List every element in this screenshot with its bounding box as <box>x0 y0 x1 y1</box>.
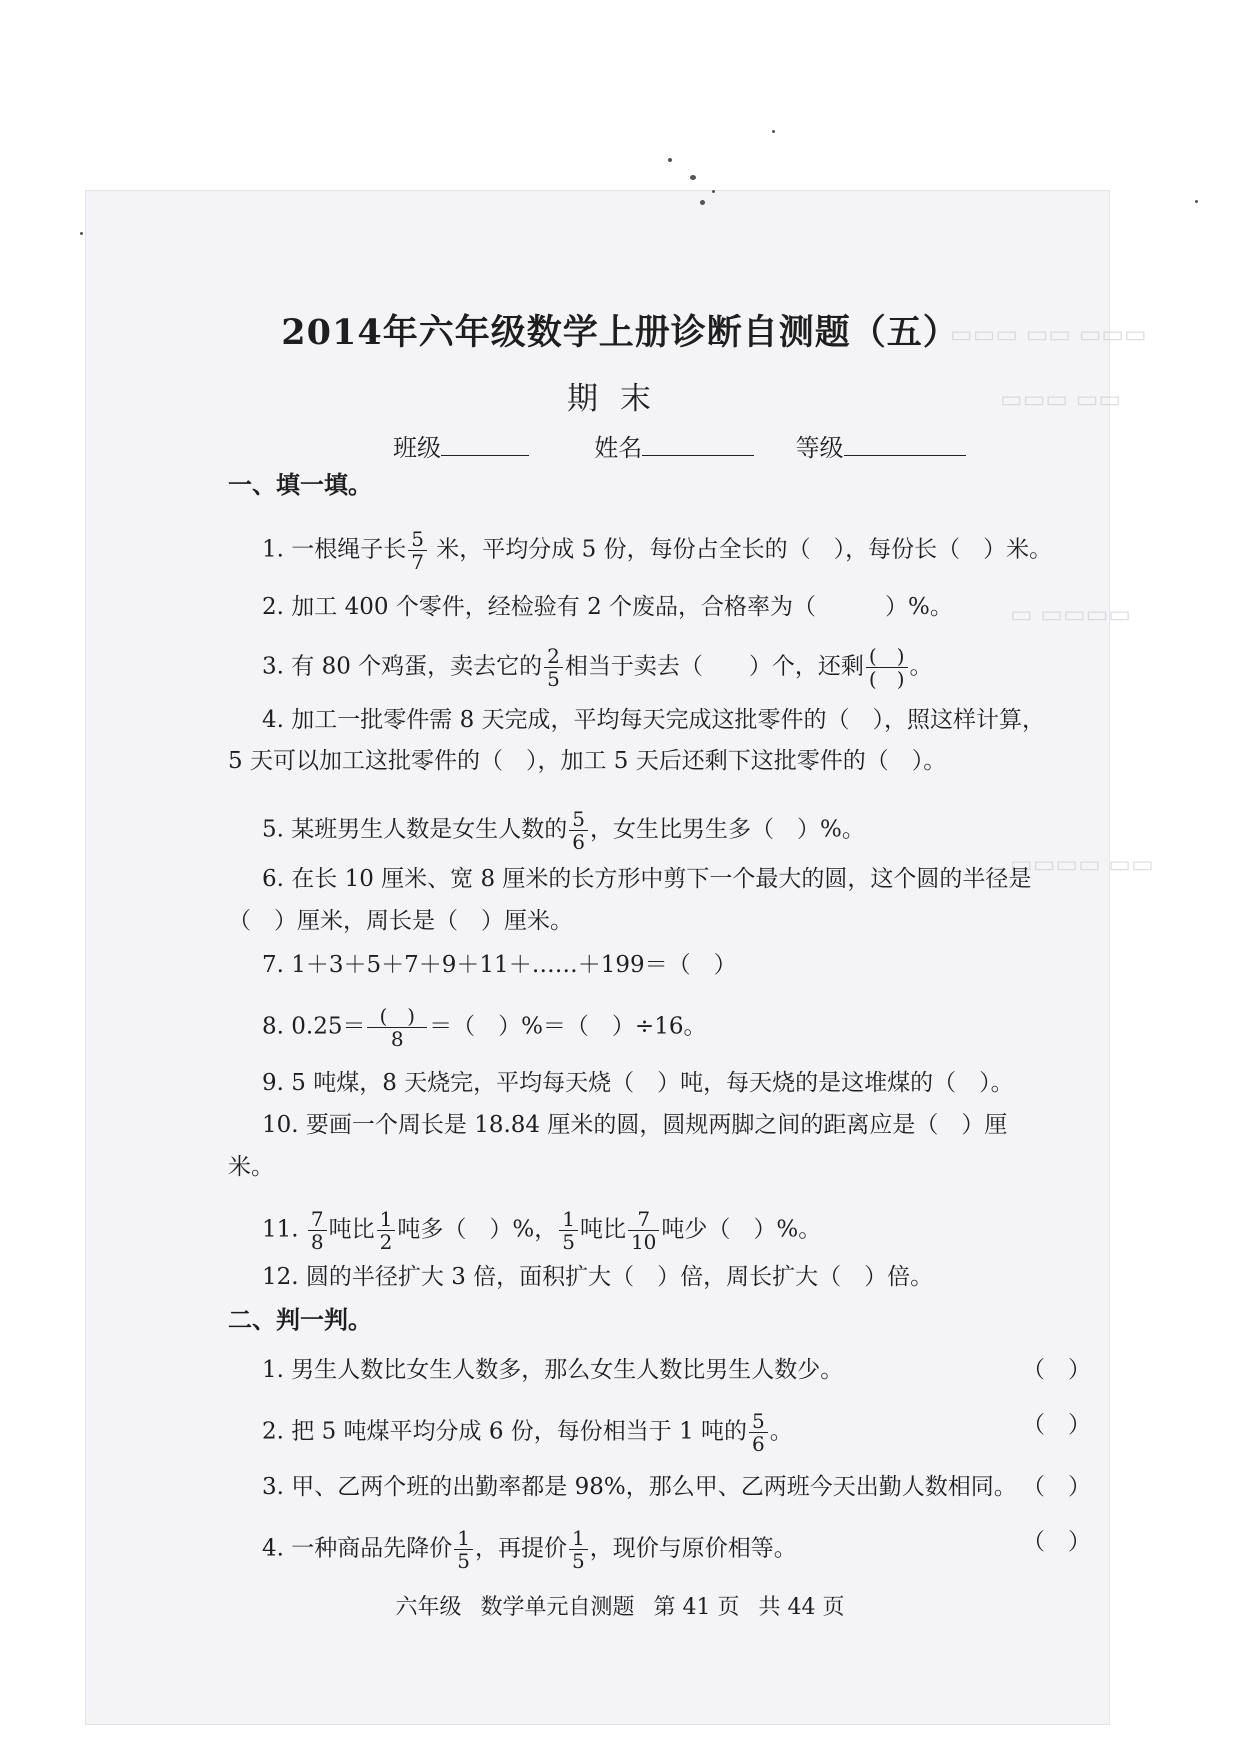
dust-speck <box>700 200 705 205</box>
class-label: 班级 <box>393 434 441 462</box>
footer-page: 第 41 页 <box>653 1595 740 1620</box>
dust-speck <box>1195 200 1198 203</box>
student-info-row <box>393 428 966 463</box>
show-through-decor: ▭▭ ▭▭▭ <box>1000 385 1122 413</box>
fraction: $\frac{1}{5}$ <box>569 1527 588 1572</box>
judge-answer-bracket-3[interactable]: （ ） <box>1022 1474 1091 1500</box>
judge-question-4: 4. 一种商品先降价 $\frac{1}{5}$ ，再提价 $\frac{1}{5}$ ，现价与原价相等。 <box>262 1526 797 1573</box>
judge-answer-bracket-1[interactable]: （ ） <box>1022 1357 1091 1383</box>
fraction: $\frac{5}{6}$ <box>749 1410 768 1455</box>
fraction: $\frac{( )}{( )}$ <box>866 645 908 690</box>
question-1-5: 5. 某班男生人数是女生人数的 $\frac{5}{6}$ ，女生比男生多（ ）%。 <box>262 807 865 854</box>
show-through-decor: ▭▭ ▭▭▭▭ <box>1010 850 1154 878</box>
fraction: $\frac{1}{5}$ <box>559 1208 578 1253</box>
show-through-decor: ▭▭▭ ▭▭ ▭▭▭ <box>950 320 1147 348</box>
name-label: 姓名 <box>594 434 643 462</box>
fraction: $\frac{5}{7}$ <box>408 528 427 573</box>
page-subtitle: 期末 <box>567 381 673 417</box>
fraction: $\frac{7}{10}$ <box>628 1208 659 1253</box>
question-1-6a: 6. 在长 10 厘米、宽 8 厘米的长方形中剪下一个最大的圆，这个圆的半径是 <box>262 866 1032 892</box>
footer-total: 共 44 页 <box>758 1595 845 1620</box>
dust-speck <box>668 158 672 162</box>
grade-field[interactable] <box>844 433 966 456</box>
dust-speck <box>712 190 715 193</box>
footer-subject: 数学单元自测题 <box>480 1595 635 1620</box>
question-1-4b: 5 天可以加工这批零件的（ ），加工 5 天后还剩下这批零件的（ ）。 <box>228 748 947 774</box>
question-1-9: 9. 5 吨煤，8 天烧完，平均每天烧（ ）吨，每天烧的是这堆煤的（ ）。 <box>262 1070 1014 1096</box>
show-through-decor: ▭▭▭▭ ▭ <box>1010 600 1132 628</box>
fraction: $\frac{7}{8}$ <box>308 1208 327 1253</box>
question-1-10a: 10. 要画一个周长是 18.84 厘米的圆，圆规两脚之间的距离应是（ ）厘 <box>262 1112 1008 1138</box>
question-1-4a: 4. 加工一批零件需 8 天完成，平均每天完成这批零件的（ ），照这样计算， <box>262 707 1046 733</box>
question-1-8: 8. 0.25＝ $\frac{( )}{8}$ ＝（ ）%＝（ ）÷16。 <box>262 1004 707 1051</box>
fraction: $\frac{( )}{8}$ <box>367 1005 427 1050</box>
page-title: 2014年六年级数学上册诊断自测题（五） <box>281 312 959 353</box>
grade-label: 等级 <box>795 434 844 462</box>
name-field[interactable] <box>642 433 754 456</box>
dust-speck <box>80 232 83 235</box>
question-1-2: 2. 加工 400 个零件，经检验有 2 个废品，合格率为（ ）%。 <box>262 594 953 620</box>
question-1-12: 12. 圆的半径扩大 3 倍，面积扩大（ ）倍，周长扩大（ ）倍。 <box>262 1264 934 1290</box>
fraction: $\frac{1}{2}$ <box>377 1208 396 1253</box>
judge-question-2: 2. 把 5 吨煤平均分成 6 份，每份相当于 1 吨的 $\frac{5}{6}$ 。 <box>262 1409 793 1456</box>
fraction: $\frac{1}{5}$ <box>454 1527 473 1572</box>
judge-question-1: 1. 男生人数比女生人数多，那么女生人数比男生人数少。 <box>262 1357 844 1383</box>
dust-speck <box>772 130 775 133</box>
judge-answer-bracket-4[interactable]: （ ） <box>1022 1529 1091 1555</box>
section-heading-fill: 一、填一填。 <box>228 470 372 499</box>
judge-answer-bracket-2[interactable]: （ ） <box>1022 1412 1091 1438</box>
page-footer <box>0 1590 1240 1621</box>
section-heading-judge: 二、判一判。 <box>228 1305 372 1334</box>
question-1-6b: （ ）厘米，周长是（ ）厘米。 <box>228 908 573 934</box>
question-1-3: 3. 有 80 个鸡蛋，卖去它的 $\frac{2}{5}$ 相当于卖去（ ）个，还剩 $\frac{( )}{( )}$ 。 <box>262 644 933 691</box>
question-1-10b: 米。 <box>228 1154 274 1180</box>
question-1-11: 11. $\frac{7}{8}$ 吨比 $\frac{1}{2}$ 吨多（ ）%， $\frac{1}{5}$ 吨比 $\frac{7}{10}$ 吨少（ ）%。 <box>262 1207 822 1254</box>
footer-grade: 六年级 <box>395 1595 462 1620</box>
class-field[interactable] <box>441 433 529 456</box>
question-1-7: 7. 1＋3＋5＋7＋9＋11＋……＋199＝（ ） <box>262 952 737 978</box>
judge-question-3: 3. 甲、乙两个班的出勤率都是 98%，那么甲、乙两班今天出勤人数相同。 <box>262 1474 1017 1500</box>
fraction: $\frac{2}{5}$ <box>544 645 563 690</box>
fraction: $\frac{5}{6}$ <box>569 808 588 853</box>
dust-speck <box>690 175 696 180</box>
question-1-1: 1. 一根绳子长 $\frac{5}{7}$ 米，平均分成 5 份，每份占全长的（ ），每份长（ ）米。 <box>262 527 1053 574</box>
